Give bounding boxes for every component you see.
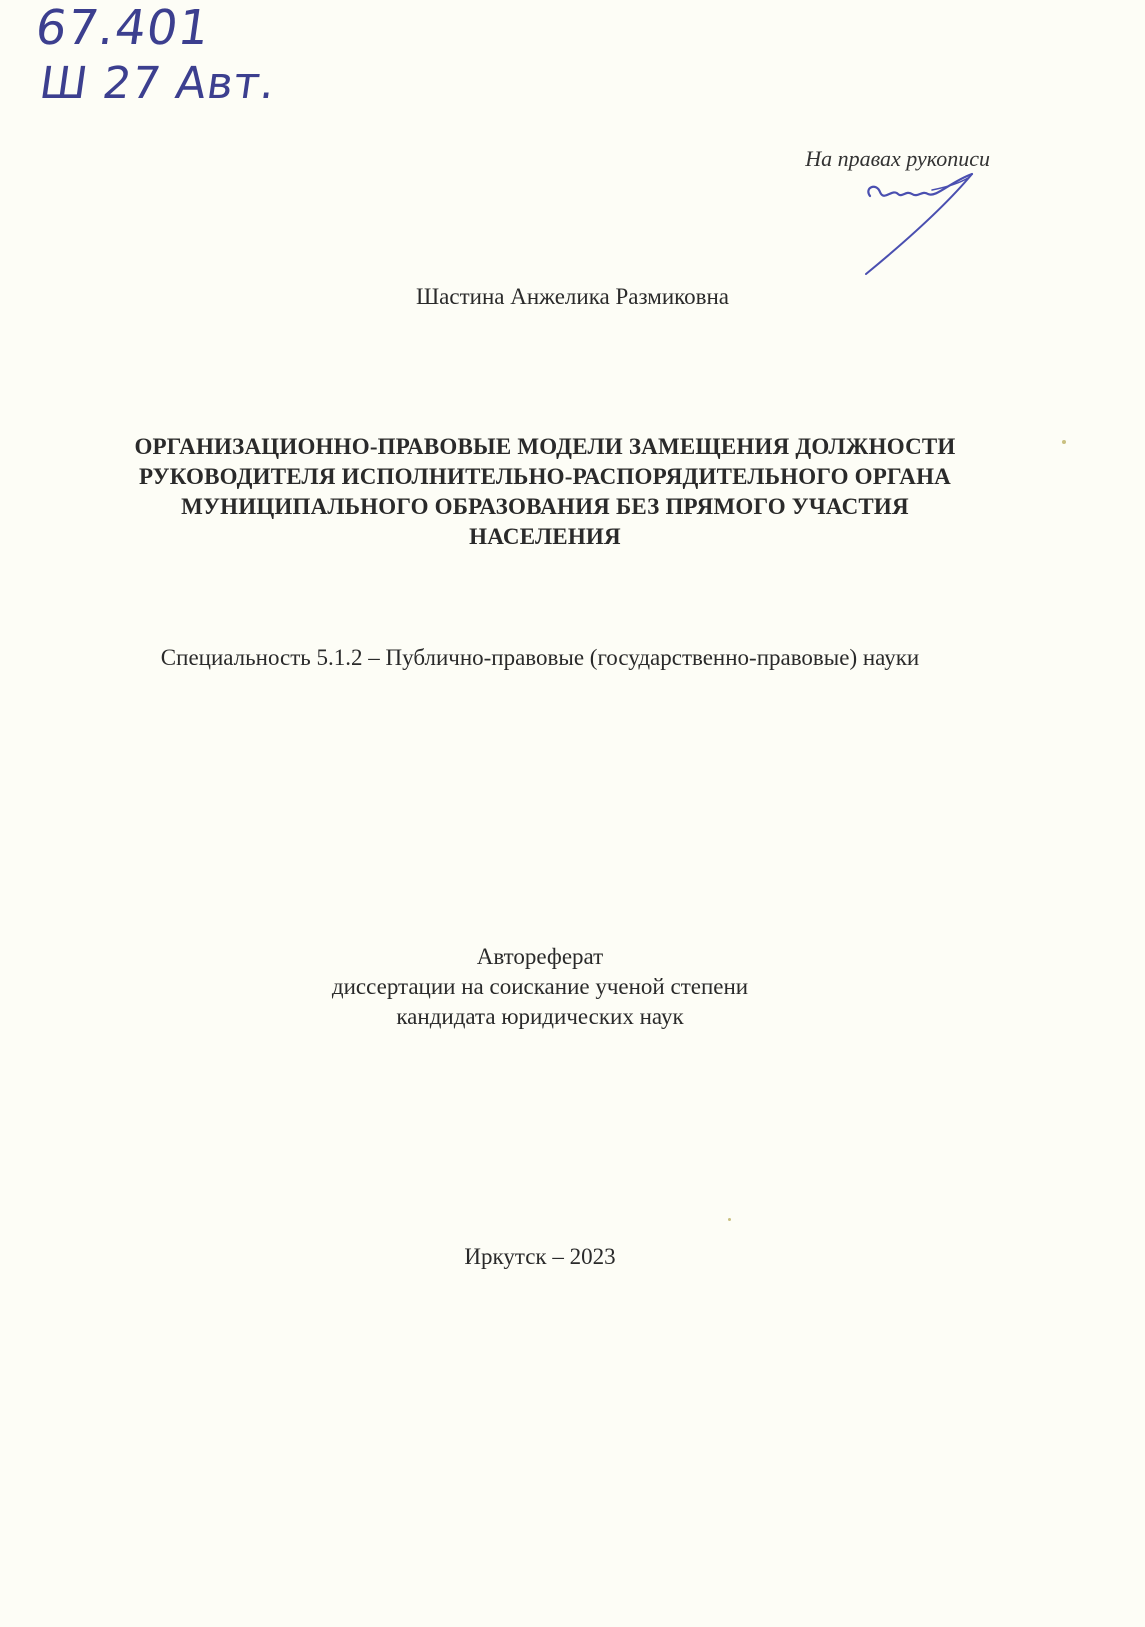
author-name: Шастина Анжелика Размиковна	[415, 284, 730, 309]
manuscript-rights-note: На правах рукописи	[805, 146, 990, 171]
abstract-type: Автореферат	[476, 944, 604, 969]
title-line: РУКОВОДИТЕЛЯ ИСПОЛНИТЕЛЬНО-РАСПОРЯДИТЕЛЬНОГО ОРГАНА	[138, 464, 951, 489]
handwritten-shelf-mark: Ш 27 Авт.	[36, 58, 280, 109]
paper-speck	[728, 1218, 731, 1221]
handwritten-classification-code: 67.401	[32, 0, 214, 56]
paper-speck	[1062, 440, 1066, 444]
abstract-purpose: диссертации на соискание ученой степени	[331, 974, 749, 999]
city-and-year: Иркутск – 2023	[464, 1244, 616, 1269]
dissertation-title	[60, 432, 1030, 552]
specialty-line: Специальность 5.1.2 – Публично-правовые (государственно-правовые) науки	[160, 645, 920, 670]
title-line: МУНИЦИПАЛЬНОГО ОБРАЗОВАНИЯ БЕЗ ПРЯМОГО УЧАСТИЯ	[181, 494, 909, 519]
title-line: НАСЕЛЕНИЯ	[469, 524, 621, 549]
abstract-degree: кандидата юридических наук	[396, 1004, 684, 1029]
abstract-description	[0, 942, 1080, 1032]
title-line: ОРГАНИЗАЦИОННО-ПРАВОВЫЕ МОДЕЛИ ЗАМЕЩЕНИЯ ДОЛЖНОСТИ	[134, 434, 956, 459]
signature-icon	[862, 168, 1012, 278]
